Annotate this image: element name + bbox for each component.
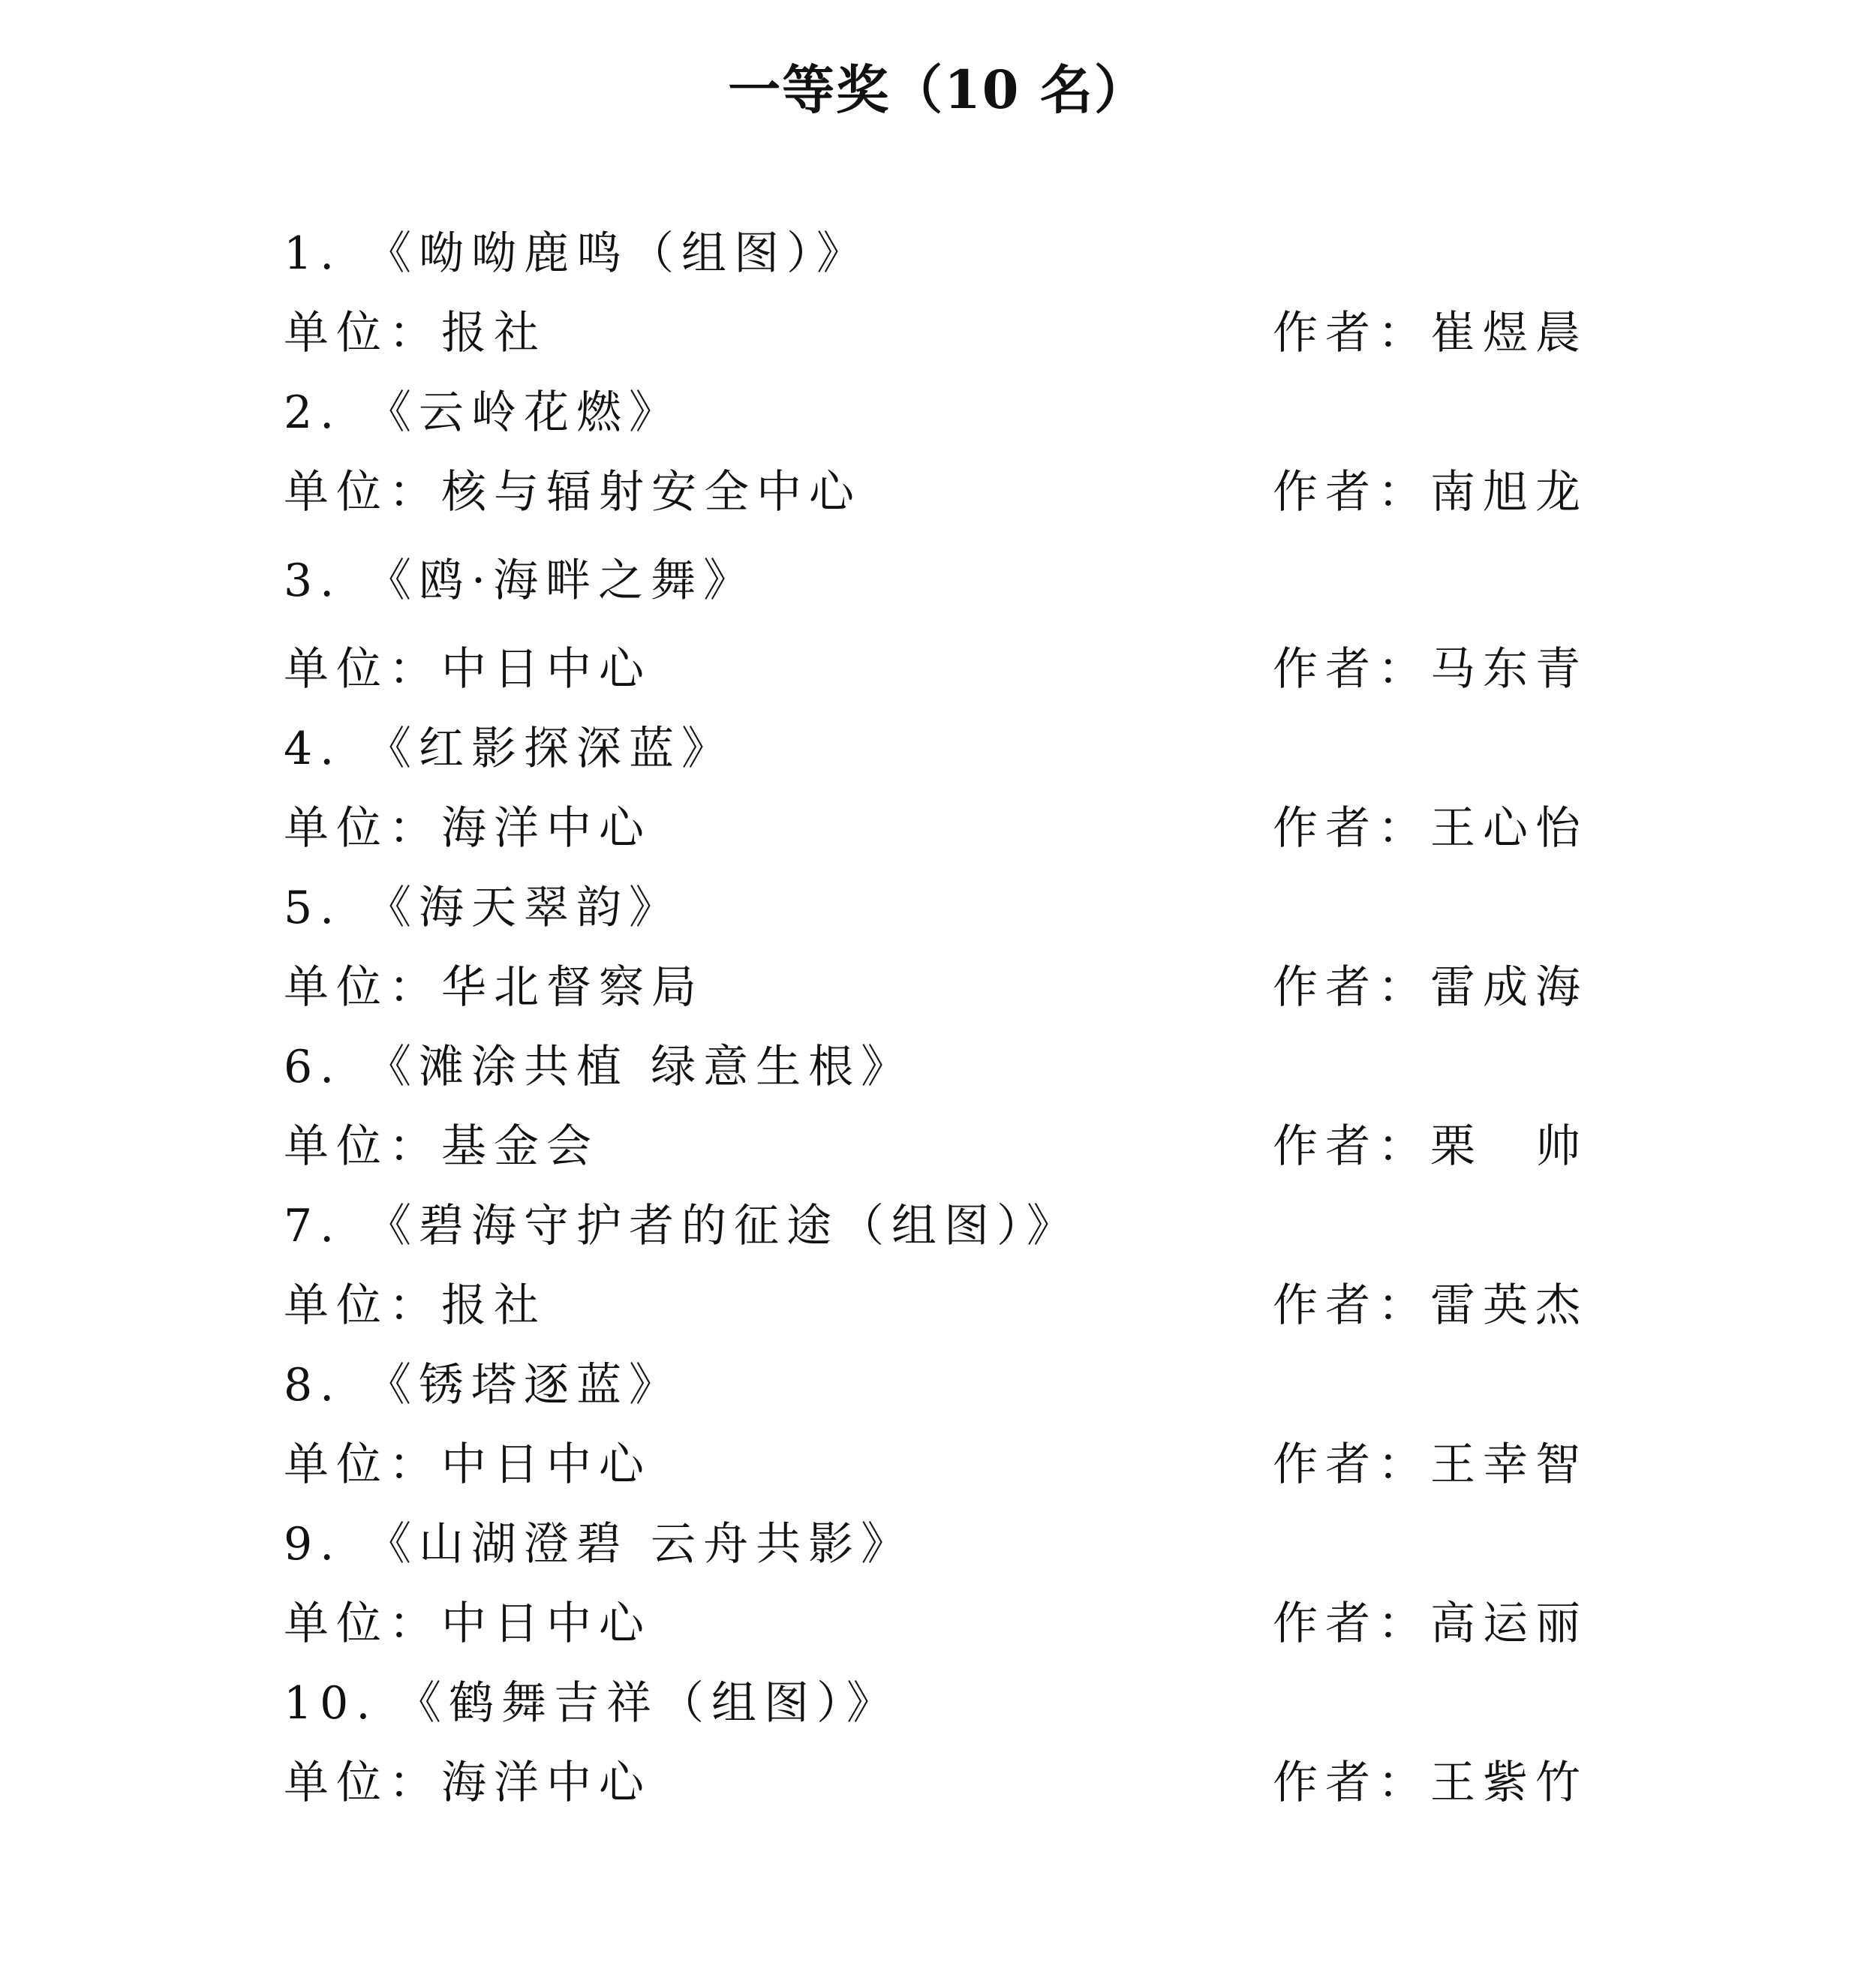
entry-author <box>1273 293 1588 373</box>
author-value: 高运丽 <box>1430 1598 1588 1650</box>
author-label: 作者： <box>1273 307 1430 359</box>
entry-author <box>1273 1425 1588 1505</box>
entry-info-line <box>284 1743 1588 1823</box>
author-value: 王紫竹 <box>1430 1757 1588 1809</box>
unit-label: 单位： <box>284 1598 441 1650</box>
entry-unit <box>284 1743 651 1823</box>
entry-title-line <box>284 868 1583 948</box>
entry-title: 《锈塔逐蓝》 <box>366 1359 681 1411</box>
list-item <box>284 1027 1588 1186</box>
entry-title-line <box>284 1505 1583 1584</box>
author-label: 作者： <box>1273 466 1430 519</box>
entry-info-line <box>284 1584 1588 1664</box>
entry-info-line <box>284 630 1588 709</box>
entry-title: 《云岭花燃》 <box>366 386 681 439</box>
list-item <box>284 1505 1588 1664</box>
entry-title-line <box>284 541 1583 621</box>
unit-label: 单位： <box>284 1757 441 1809</box>
entry-author <box>1273 789 1588 868</box>
unit-value: 报社 <box>441 1279 546 1332</box>
author-value: 雷英杰 <box>1430 1279 1588 1332</box>
list-item <box>284 541 1588 709</box>
entry-number: 10. <box>284 1677 378 1730</box>
award-list <box>284 214 1588 1823</box>
unit-value: 华北督察局 <box>441 961 704 1014</box>
list-item <box>284 1664 1588 1823</box>
unit-label: 单位： <box>284 307 441 359</box>
author-label: 作者： <box>1273 1279 1430 1332</box>
page-title: 一等奖（10 名） <box>728 59 1148 121</box>
unit-label: 单位： <box>284 466 441 519</box>
entry-info-line <box>284 1266 1588 1345</box>
author-label: 作者： <box>1273 1438 1430 1491</box>
entry-title: 《红影探深蓝》 <box>366 723 734 775</box>
entry-unit <box>284 630 651 709</box>
unit-value: 中日中心 <box>441 643 651 696</box>
author-label: 作者： <box>1273 1120 1430 1173</box>
list-item <box>284 868 1588 1027</box>
entry-number: 2. <box>284 386 342 439</box>
entry-number: 3. <box>284 555 342 607</box>
entry-title: 《山湖澄碧 云舟共影》 <box>366 1518 914 1571</box>
entry-title: 《碧海守护者的征途（组图）》 <box>366 1200 1079 1252</box>
entry-title: 《呦呦鹿鸣（组图）》 <box>366 227 869 280</box>
author-value: 王心怡 <box>1430 802 1588 855</box>
unit-label: 单位： <box>284 1279 441 1332</box>
entry-title: 《海天翠韵》 <box>366 882 681 934</box>
unit-value: 报社 <box>441 307 546 359</box>
entry-author <box>1273 1743 1588 1823</box>
entry-unit <box>284 1584 651 1664</box>
list-item <box>284 373 1588 532</box>
entry-number: 5. <box>284 882 342 934</box>
entry-info-line <box>284 789 1588 868</box>
entry-unit <box>284 1107 599 1186</box>
unit-value: 中日中心 <box>441 1438 651 1491</box>
author-label: 作者： <box>1273 1757 1430 1809</box>
author-value: 南旭龙 <box>1430 466 1588 519</box>
entry-title: 《鹤舞吉祥（组图）》 <box>396 1677 899 1730</box>
author-value: 马东青 <box>1430 643 1588 696</box>
unit-value: 基金会 <box>441 1120 599 1173</box>
author-label: 作者： <box>1273 643 1430 696</box>
entry-number: 1. <box>284 227 342 280</box>
author-value: 王幸智 <box>1430 1438 1588 1491</box>
unit-label: 单位： <box>284 961 441 1014</box>
entry-unit <box>284 452 861 532</box>
entry-title-line <box>284 1345 1583 1425</box>
entry-title-line <box>284 709 1583 789</box>
unit-value: 海洋中心 <box>441 802 651 855</box>
entry-unit <box>284 1425 651 1505</box>
entry-author <box>1273 630 1588 709</box>
unit-label: 单位： <box>284 1120 441 1173</box>
author-value: 雷成海 <box>1430 961 1588 1014</box>
entry-info-line <box>284 452 1588 532</box>
entry-author <box>1273 1107 1588 1186</box>
unit-label: 单位： <box>284 1438 441 1491</box>
author-label: 作者： <box>1273 961 1430 1014</box>
entry-title-line <box>284 214 1583 293</box>
entry-number: 4. <box>284 723 342 775</box>
entry-author <box>1273 1584 1588 1664</box>
entry-title: 《鸥·海畔之舞》 <box>366 555 756 607</box>
entry-unit <box>284 293 546 373</box>
unit-label: 单位： <box>284 643 441 696</box>
entry-author <box>1273 452 1588 532</box>
author-label: 作者： <box>1273 1598 1430 1650</box>
entry-title-line <box>284 1664 1583 1743</box>
author-value: 栗 帅 <box>1430 1120 1588 1173</box>
list-item <box>284 1345 1588 1505</box>
entry-unit <box>284 789 651 868</box>
unit-value: 中日中心 <box>441 1598 651 1650</box>
list-item <box>284 1186 1588 1345</box>
entry-info-line <box>284 948 1588 1027</box>
list-item <box>284 214 1588 373</box>
author-label: 作者： <box>1273 802 1430 855</box>
entry-number: 6. <box>284 1041 342 1093</box>
list-item <box>284 709 1588 868</box>
entry-number: 7. <box>284 1200 342 1252</box>
entry-unit <box>284 948 704 1027</box>
entry-title-line <box>284 1186 1583 1266</box>
entry-info-line <box>284 1425 1588 1505</box>
entry-number: 9. <box>284 1518 342 1571</box>
author-value: 崔煜晨 <box>1430 307 1588 359</box>
entry-title: 《滩涂共植 绿意生根》 <box>366 1041 914 1093</box>
entry-title-line <box>284 373 1583 452</box>
entry-info-line <box>284 293 1588 373</box>
entry-unit <box>284 1266 546 1345</box>
unit-value: 海洋中心 <box>441 1757 651 1809</box>
entry-author <box>1273 948 1588 1027</box>
entry-number: 8. <box>284 1359 342 1411</box>
entry-title-line <box>284 1027 1583 1107</box>
entry-author <box>1273 1266 1588 1345</box>
entry-info-line <box>284 1107 1588 1186</box>
unit-value: 核与辐射安全中心 <box>441 466 861 519</box>
unit-label: 单位： <box>284 802 441 855</box>
